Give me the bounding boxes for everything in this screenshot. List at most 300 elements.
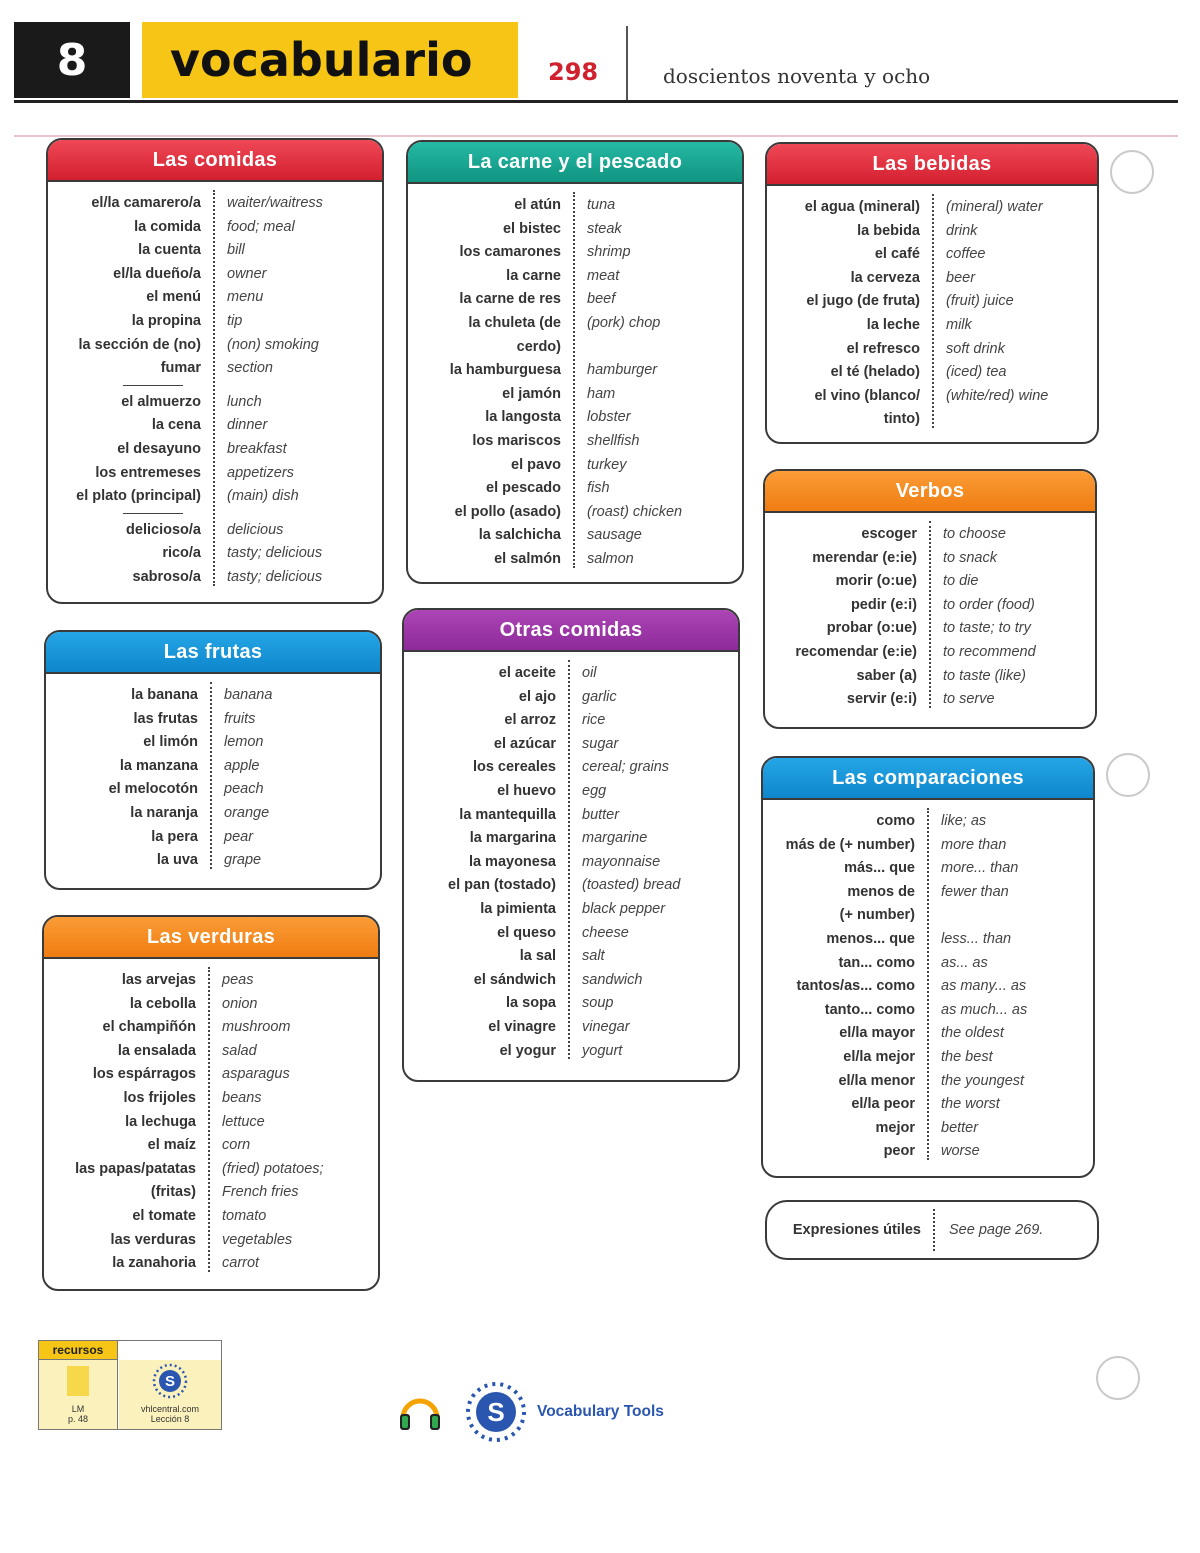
vocab-entry [48,462,382,486]
vocab-entry [763,1070,1093,1094]
vocab-box-las-frutas [44,630,382,890]
punch-hole-top [1110,150,1154,194]
english-translation: appetizers [227,464,294,481]
spanish-term: el atún [514,197,561,213]
vocab-entry [408,524,742,548]
english-translation: salmon [587,550,634,567]
vocab-entry [404,756,738,780]
spanish-term: sabroso/a [132,568,201,585]
spanish-term: morir (o:ue) [835,573,917,590]
vocab-entry [44,1134,378,1158]
vocab-entry [44,1040,378,1064]
english-translation: butter [582,806,620,823]
english-translation: as many... as [941,978,1027,995]
spanish-term: las papas/patatas (fritas) [75,1160,196,1201]
english-translation: (mineral) water [946,199,1043,215]
english-translation: sausage [587,527,642,544]
vocab-entry [408,548,742,572]
vocab-entry [408,288,742,312]
vocab-entry [408,218,742,242]
spanish-term: el sándwich [473,971,556,988]
spanish-term: el refresco [846,340,920,357]
vocab-entry [46,802,380,826]
english-translation: the youngest [941,1072,1025,1089]
spanish-term: mejor [875,1119,915,1136]
vocab-entry [763,857,1093,881]
vocab-entry [763,975,1093,999]
vocab-entry [404,804,738,828]
vocab-entry [765,547,1095,571]
vocab-entry [404,851,738,875]
vocab-box-las-verduras [42,915,380,1291]
vocab-entry [765,688,1095,712]
recursos-lab-manual[interactable] [39,1360,118,1429]
vocab-entry [765,617,1095,641]
vocab-box-las-bebidas [765,142,1099,444]
english-translation: dinner [227,417,268,434]
spanish-term: merendar (e:ie) [812,549,917,566]
expresiones-label: Expresiones útiles [792,1222,921,1238]
spanish-term: el pollo (asado) [454,503,561,520]
vocab-box-otras-comidas [402,608,740,1082]
english-translation: section [227,360,273,377]
english-translation: to die [943,573,979,590]
english-translation: shellfish [587,432,640,449]
vocab-entry [48,310,382,334]
spanish-term: el tomate [132,1207,196,1224]
english-translation: mayonnaise [582,853,661,870]
spanish-term: más... que [844,860,915,877]
spanish-term: pedir (e:i) [850,596,917,613]
english-translation: lunch [227,393,262,410]
english-translation: peach [224,781,264,798]
spanish-term: menos de (+ number) [839,883,915,924]
vocab-entry [408,501,742,525]
spanish-term: el té (helado) [830,364,920,381]
vocab-entry [408,406,742,430]
english-translation: beans [222,1089,262,1106]
vocab-entry [44,1087,378,1111]
english-translation: garlic [582,688,617,705]
english-translation: to recommend [943,643,1036,660]
english-translation: soft drink [946,340,1005,357]
vocab-entry [404,1016,738,1040]
vocab-entry [404,662,738,686]
vocab-entry [765,665,1095,689]
spanish-term: recomendar (e:ie) [795,643,917,660]
spanish-term: la naranja [130,804,198,821]
vocab-entry [404,827,738,851]
spanish-term: las arvejas [121,972,196,988]
vocab-entry [767,385,1097,432]
english-translation: carrot [222,1255,260,1272]
english-translation: turkey [587,456,627,473]
box-title: Las frutas [46,632,380,674]
spanish-term: la pera [151,828,198,845]
spanish-term: el/la camarero/a [91,195,201,211]
spanish-term: la salchicha [478,527,561,544]
spanish-term: la lechuga [125,1113,196,1130]
spanish-term: la margarina [469,830,556,847]
english-translation: apple [224,757,260,774]
spanish-term: la pimienta [480,900,556,917]
english-translation: oil [582,665,597,681]
english-translation: breakfast [227,440,287,457]
english-translation: to snack [943,549,997,566]
vocab-box-las-comidas [46,138,384,604]
vocab-entry [763,1140,1093,1164]
recursos-supersite-text: vhlcentral.com Lección 8 [140,1404,200,1424]
spanish-term: la mayonesa [468,853,556,870]
spanish-term: la zanahoria [112,1255,196,1272]
vocab-entry [44,1063,378,1087]
box-title: La carne y el pescado [408,142,742,184]
spanish-term: el maíz [147,1137,196,1154]
vocab-entry [408,477,742,501]
vocab-entry [44,1205,378,1229]
header-rule [14,100,1178,103]
english-translation: tasty; delicious [227,568,323,585]
spanish-term: el pan (tostado) [448,877,556,894]
spanish-term: el almuerzo [121,393,201,410]
english-translation: less... than [941,930,1012,947]
spanish-term: el aceite [498,665,556,681]
english-translation: vegetables [222,1231,293,1248]
english-translation: to choose [943,526,1006,542]
svg-text:S: S [164,1373,176,1390]
spanish-term: el/la mejor [843,1048,915,1065]
group-separator [48,509,382,519]
vocab-entry [404,992,738,1016]
vocab-entry [404,733,738,757]
english-translation: milk [946,316,972,333]
english-translation: asparagus [222,1066,290,1083]
spanish-term: probar (o:ue) [826,620,917,637]
english-translation: like; as [941,813,987,829]
english-translation: (main) dish [227,488,299,505]
spanish-term: la ensalada [117,1042,196,1059]
spanish-term: la banana [131,687,198,703]
group-separator [48,381,382,391]
english-translation: waiter/waitress [227,195,323,211]
punch-hole-middle [1106,753,1150,797]
vocab-box-la-carne [406,140,744,584]
box-title: Otras comidas [404,610,738,652]
vocab-entry [763,1093,1093,1117]
spanish-term: las frutas [133,710,198,727]
english-translation: meat [587,267,620,284]
english-translation: orange [224,804,270,821]
spanish-term: el desayuno [117,440,201,457]
spanish-term: como [876,813,915,829]
english-translation: better [941,1119,979,1136]
vocab-entry [767,314,1097,338]
lab-manual-icon [67,1366,89,1396]
spanish-term: el/la menor [838,1072,915,1089]
english-translation: worse [941,1143,980,1160]
english-translation: sugar [582,735,619,752]
vocab-entry [404,945,738,969]
spanish-term: el/la dueño/a [113,265,201,282]
english-translation: peas [222,972,254,988]
spanish-term: la langosta [485,409,561,426]
vocab-entry [404,874,738,898]
vocab-entry [46,778,380,802]
english-translation: to serve [943,691,995,708]
vocab-entry [408,194,742,218]
spanish-term: el/la peor [851,1096,915,1113]
english-translation: yogurt [582,1042,623,1059]
english-translation: margarine [582,830,648,847]
vocab-entry [767,196,1097,220]
vocab-entry [48,414,382,438]
english-translation: cereal; grains [582,759,670,776]
expresiones-utiles-box [765,1200,1099,1260]
page-number: 298 [548,58,599,86]
vocab-entry [46,684,380,708]
english-translation: to taste; to try [943,620,1031,637]
vocab-entry [763,952,1093,976]
vocab-list [44,959,378,1276]
spanish-term: la leche [866,316,920,333]
vocab-entry [404,1040,738,1064]
vocab-entry [763,881,1093,928]
spanish-term: servir (e:i) [846,691,917,708]
vocab-entry [767,338,1097,362]
english-translation: more than [941,836,1007,853]
spanish-term: el pescado [486,480,561,497]
vocab-entry [767,243,1097,267]
spanish-term: el arroz [504,712,556,729]
english-translation: (toasted) bread [582,877,681,894]
recursos-supersite[interactable] [119,1360,221,1429]
spanish-term: la hamburguesa [449,362,561,379]
spanish-term: el huevo [497,782,556,799]
vocab-list [404,652,738,1063]
vocab-entry [44,1016,378,1040]
vocab-entry [408,454,742,478]
spanish-term: los espárragos [92,1066,196,1083]
box-title: Verbos [765,471,1095,513]
spanish-term: fumar [160,360,201,377]
english-translation: tip [227,312,243,329]
box-title: Las comparaciones [763,758,1093,800]
spanish-term: el café [874,246,920,263]
spanish-term: la sopa [506,995,556,1012]
vocab-entry [46,755,380,779]
english-translation: corn [222,1137,251,1154]
english-translation: pear [224,828,254,845]
vocab-entry [765,594,1095,618]
vocab-entry [48,192,382,216]
english-translation: (roast) chicken [587,503,683,520]
vocab-entry [408,383,742,407]
vocab-entry [48,566,382,590]
spanish-term: los mariscos [472,432,561,449]
vocab-entry [408,430,742,454]
spanish-term: la sección de (no) [78,336,201,353]
vocab-entry [767,267,1097,291]
vocab-entry [765,523,1095,547]
vocab-entry [46,849,380,873]
english-translation: (iced) tea [946,364,1007,381]
english-translation: (fried) potatoes; French fries [222,1160,324,1201]
vocab-entry [404,686,738,710]
spanish-term: delicioso/a [126,521,201,538]
english-translation: tasty; delicious [227,545,323,562]
spanish-term: la chuleta (de cerdo) [468,314,561,355]
spanish-term: la sal [519,948,556,965]
english-translation: the worst [941,1096,1000,1113]
spanish-term: los entremeses [95,464,201,481]
header-divider [626,26,628,100]
english-translation: the oldest [941,1025,1004,1042]
english-translation: grape [224,852,262,869]
vocab-entry [404,969,738,993]
english-translation: banana [224,687,273,703]
spanish-term: la carne [506,267,561,284]
headphones-icon[interactable] [397,1390,443,1436]
english-translation: (white/red) wine [946,387,1049,404]
english-translation: fruits [224,710,256,727]
english-translation: drink [946,222,978,239]
spanish-term: la manzana [119,757,198,774]
spanish-term: la comida [134,218,201,235]
spanish-term: el champiñón [102,1019,196,1036]
spanish-term: la uva [156,852,198,869]
vocab-entry [46,731,380,755]
english-translation: lettuce [222,1113,265,1130]
spanish-term: saber (a) [856,667,917,684]
vocab-entry [48,216,382,240]
vocab-entry [404,898,738,922]
english-translation: soup [582,995,614,1012]
vocab-entry [44,1252,378,1276]
vocab-entry [48,239,382,263]
english-translation: sandwich [582,971,643,988]
spanish-term: menos... que [826,930,915,947]
english-translation: as... as [941,954,988,971]
spanish-term: tantos/as... como [796,978,915,995]
english-translation: more... than [941,860,1019,877]
vocab-list [408,184,742,572]
vocab-entry [767,220,1097,244]
vocab-entry [763,928,1093,952]
english-translation: (pork) chop [587,314,661,331]
vocab-entry [44,993,378,1017]
english-translation: as much... as [941,1001,1028,1018]
vocab-box-verbos [763,469,1097,729]
vocab-entry [48,438,382,462]
english-translation: food; meal [227,218,295,235]
english-translation: to order (food) [943,596,1035,613]
svg-text:S: S [487,1397,505,1427]
vocab-entry [48,286,382,310]
vocab-entry [404,922,738,946]
english-translation: rice [582,712,606,729]
spanish-term: la propina [131,312,201,329]
vocab-entry [763,999,1093,1023]
english-translation: onion [222,995,258,1012]
english-translation: salad [222,1042,257,1059]
vocab-entry [404,780,738,804]
spanish-term: el melocotón [108,781,198,798]
spanish-term: la mantequilla [459,806,556,823]
english-translation: owner [227,265,267,282]
vocab-entry [48,542,382,566]
english-translation: ham [587,385,616,402]
english-translation: vinegar [582,1018,630,1035]
english-translation: tomato [222,1207,267,1224]
spanish-term: el agua (mineral) [804,199,920,215]
expresiones-reference: See page 269. [949,1222,1044,1238]
vocab-entry [46,826,380,850]
vocab-entry [763,1022,1093,1046]
vocab-entry [765,641,1095,665]
english-translation: egg [582,782,607,799]
english-translation: beer [946,269,976,286]
spanish-term: la carne de res [459,291,561,308]
spanish-term: los cereales [472,759,556,776]
english-translation: to taste (like) [943,667,1026,684]
vocab-entry [767,361,1097,385]
english-translation: lemon [224,734,264,751]
spanish-term: la cuenta [138,242,201,259]
vocabulary-tools-link[interactable]: Vocabulary Tools [537,1403,664,1420]
english-translation: bill [227,242,245,259]
spanish-term: el salmón [494,550,561,567]
spanish-term: el jugo (de fruta) [806,293,920,310]
spanish-term: los camarones [459,244,561,261]
vocab-list [48,182,382,590]
chapter-number: 8 [14,22,130,98]
spanish-term: el plato (principal) [76,488,201,505]
english-translation: hamburger [587,362,658,379]
vocab-list [763,800,1093,1164]
supersite-s-icon[interactable] [465,1381,527,1443]
box-title: Las bebidas [767,144,1097,186]
page-number-text: doscientos noventa y ocho [663,64,931,88]
vocab-entry [763,1046,1093,1070]
recursos-lab-manual-text: LM p. 48 [67,1404,89,1424]
chapter-title: vocabulario [142,22,518,98]
spanish-term: peor [883,1143,915,1160]
english-translation: fish [587,480,610,497]
spanish-term: escoger [861,526,917,542]
vocab-list [765,513,1095,712]
vocab-entry [763,834,1093,858]
english-translation: delicious [227,521,284,538]
spanish-term: los frijoles [123,1089,196,1106]
english-translation: beef [587,291,616,308]
vocab-entry [763,1117,1093,1141]
punch-hole-bottom [1096,1356,1140,1400]
english-translation: cheese [582,924,629,941]
spanish-term: el menú [146,289,201,306]
english-translation: lobster [587,409,631,426]
page-rule [14,135,1178,137]
box-title: Las comidas [48,140,382,182]
spanish-term: el vino (blanco/ tinto) [814,387,920,428]
spanish-term: tan... como [838,954,915,971]
vocab-entry [48,357,382,381]
box-title: Las verduras [44,917,378,959]
spanish-term: la cena [151,417,201,434]
english-translation: mushroom [222,1019,291,1036]
spanish-term: la cerveza [850,269,920,286]
vocab-entry [763,810,1093,834]
vocab-list [46,674,380,873]
